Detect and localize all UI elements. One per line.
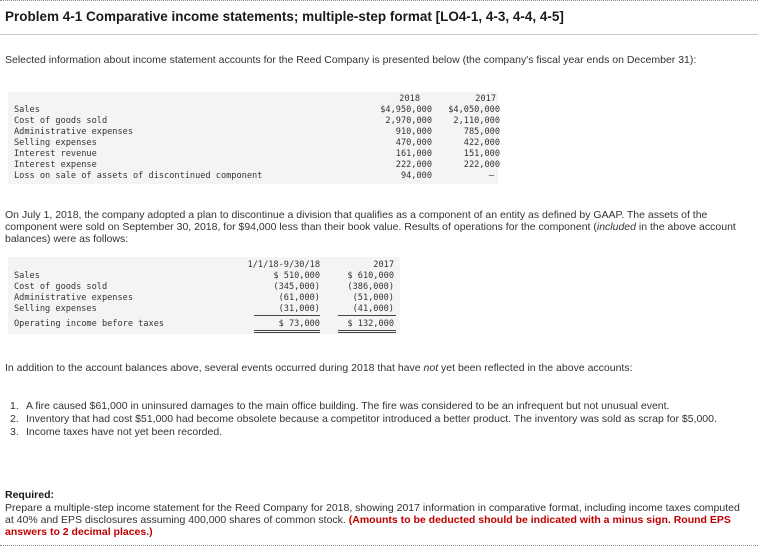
income-accounts-table <box>8 92 498 184</box>
table2-value-period: $ 73,000 <box>278 319 320 329</box>
title-divider <box>0 34 758 35</box>
table1-header-2018: 2018 <box>399 94 420 104</box>
table1-value-2017: 422,000 <box>463 138 500 148</box>
table2-header-2017: 2017 <box>373 260 394 270</box>
total-double-underline <box>254 332 320 333</box>
discontinued-italic: included <box>596 221 636 233</box>
discontinued-component-paragraph <box>5 209 745 245</box>
additional-text-end: yet been reflected in the above accounts: <box>438 362 633 374</box>
events-list <box>5 400 745 439</box>
table1-row-label: Cost of goods sold <box>14 116 108 126</box>
table1-value-2017: 222,000 <box>463 160 500 170</box>
list-number: 3. <box>10 426 19 438</box>
list-item <box>5 400 745 412</box>
required-instructions: (Amounts to be deducted should be indicated with a minus sign. Round EPS answers to 2 decimal places.) <box>5 514 731 538</box>
subtotal-underline <box>338 315 396 316</box>
table1-value-2017: 785,000 <box>463 127 500 137</box>
discontinued-text: On July 1, 2018, the company adopted a plan to discontinue a division that qualifies as a component of an entity as defined by GAAP. The assets of the component were sold on September 30, 2018, for $94,000 less than their book value. Results of operations for the component ( <box>5 209 708 233</box>
table2-header-period: 1/1/18-9/30/18 <box>247 260 320 270</box>
table1-header-2017: 2017 <box>475 94 496 104</box>
list-item <box>5 426 745 438</box>
required-text: Prepare a multiple-step income statement for the Reed Company for 2018, showing 2017 information in comparative format, including income taxes computed at 40% and EPS disclosures assuming 400,000 shares of common stock. <box>5 502 740 526</box>
table1-value-2018: 161,000 <box>395 149 432 159</box>
table1-value-2017: $4,050,000 <box>448 105 500 115</box>
table1-value-2018: 222,000 <box>395 160 432 170</box>
top-dotted-border <box>0 0 758 1</box>
table2-row-label: Operating income before taxes <box>14 319 165 329</box>
event-text: Inventory that had cost $51,000 had become obsolete because a competitor introduced a better product. The inventory was sold as scrap for $5,000. <box>26 413 717 425</box>
table1-row-label: Interest revenue <box>14 149 97 159</box>
intro-paragraph: Selected information about income statement accounts for the Reed Company is presented below (the company's fiscal year ends on December 31): <box>5 54 697 66</box>
required-paragraph <box>5 502 750 538</box>
additional-text: In addition to the account balances above, several events occurred during 2018 that have <box>5 362 424 374</box>
event-text: A fire caused $61,000 in uninsured damages to the main office building. The fire was considered to be an infrequent but not unusual event. <box>26 400 670 412</box>
table1-value-2018: $4,950,000 <box>380 105 432 115</box>
table2-value-period: (61,000) <box>278 293 320 303</box>
table2-value-period: (345,000) <box>273 282 320 292</box>
bottom-dotted-border <box>0 545 758 546</box>
list-item <box>5 413 745 425</box>
required-heading: Required: <box>5 489 55 501</box>
component-operations-table <box>8 257 400 334</box>
table2-row-label: Selling expenses <box>14 304 97 314</box>
total-double-underline <box>254 330 320 331</box>
table1-row-label: Interest expense <box>14 160 97 170</box>
table1-value-2018: 94,000 <box>400 171 432 181</box>
table1-value-2018: 2,970,000 <box>385 116 432 126</box>
table1-row-label: Loss on sale of assets of discontinued component <box>14 171 263 181</box>
table2-value-2017: $ 610,000 <box>347 271 394 281</box>
total-double-underline <box>338 330 396 331</box>
table2-value-2017: (51,000) <box>352 293 394 303</box>
table1-value-2017: – <box>488 171 494 181</box>
list-number: 2. <box>10 413 19 425</box>
additional-events-paragraph <box>5 362 705 374</box>
table1-value-2017: 2,110,000 <box>453 116 500 126</box>
table2-value-2017: $ 132,000 <box>347 319 394 329</box>
problem-title: Problem 4-1 Comparative income statements; multiple-step format [LO4-1, 4-3, 4-4, 4-5] <box>5 9 564 24</box>
table2-value-2017: (386,000) <box>347 282 394 292</box>
table1-row-label: Administrative expenses <box>14 127 133 137</box>
table2-row-label: Administrative expenses <box>14 293 133 303</box>
total-double-underline <box>338 332 396 333</box>
table1-row-label: Selling expenses <box>14 138 97 148</box>
list-number: 1. <box>10 400 19 412</box>
discontinued-text-end: in the above account balances) were as follows: <box>5 221 736 245</box>
event-text: Income taxes have not yet been recorded. <box>26 426 223 438</box>
table1-value-2017: 151,000 <box>463 149 500 159</box>
table1-value-2018: 910,000 <box>395 127 432 137</box>
table2-value-period: $ 510,000 <box>273 271 320 281</box>
table2-value-2017: (41,000) <box>352 304 394 314</box>
table2-row-label: Cost of goods sold <box>14 282 108 292</box>
table1-row-label: Sales <box>14 105 40 115</box>
table2-row-label: Sales <box>14 271 40 281</box>
subtotal-underline <box>254 315 320 316</box>
additional-italic: not <box>423 362 439 374</box>
table2-value-period: (31,000) <box>278 304 320 314</box>
table1-value-2018: 470,000 <box>395 138 432 148</box>
